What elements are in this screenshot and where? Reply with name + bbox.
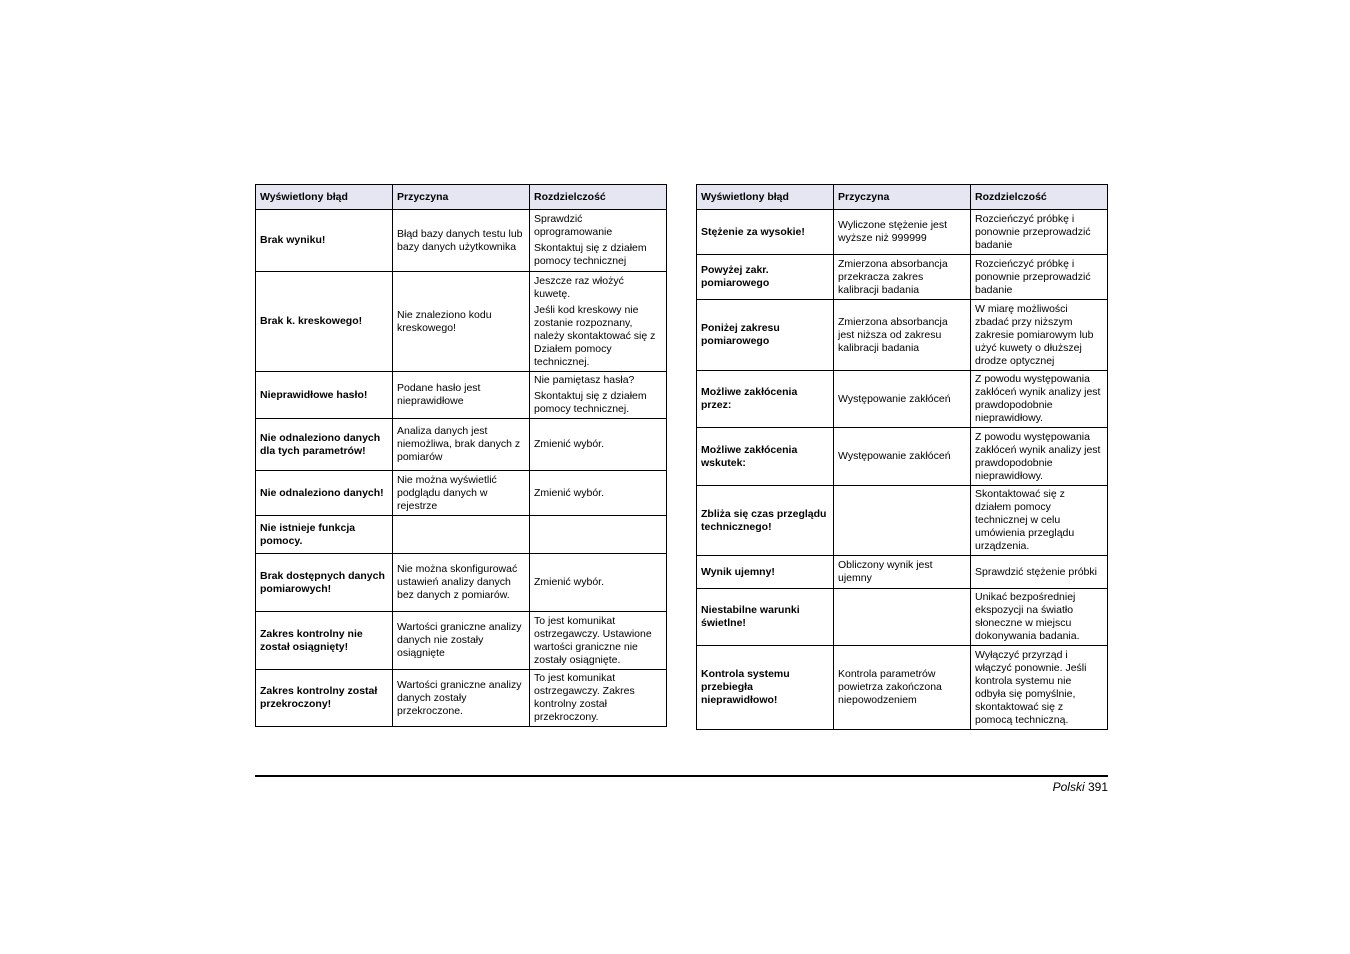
solution-cell: [530, 516, 667, 554]
solution-text: To jest komunikat ostrzegawczy. Ustawione wartości graniczne nie zostały osiągnięte.: [534, 614, 652, 666]
page-number: 391: [1087, 780, 1108, 794]
error-cell: Brak k. kreskowego!: [256, 272, 393, 372]
table-row: [697, 371, 1108, 428]
solution-cell: [530, 419, 667, 471]
error-cell: Nie odnaleziono danych dla tych parametrów!: [256, 419, 393, 471]
table-row: [697, 300, 1108, 371]
error-cell: Niestabilne warunki świetlne!: [697, 589, 834, 646]
solution-text: Sprawdzić oprogramowanie: [534, 213, 613, 238]
table-row: [256, 554, 667, 612]
solution-cell: [530, 210, 667, 272]
solution-cell: [971, 300, 1108, 371]
table-row: [256, 272, 667, 372]
solution-cell: [971, 646, 1108, 730]
header-solution: Rozdzielczość: [971, 185, 1108, 210]
solution-cell: [971, 556, 1108, 589]
cause-cell: Błąd bazy danych testu lub bazy danych użytkownika: [393, 210, 530, 272]
error-cell: Nieprawidłowe hasło!: [256, 372, 393, 419]
solution-text: Skontaktuj się z działem pomocy technicznej: [534, 242, 647, 267]
solution-text: W miarę możliwości zbadać przy niższym zakresie pomiarowym lub użyć kuwety o dłuższej drodze optycznej: [975, 302, 1094, 367]
header-solution: Rozdzielczość: [530, 185, 667, 210]
solution-text: Sprawdzić stężenie próbki: [975, 565, 1097, 578]
cause-cell: Nie znaleziono kodu kreskowego!: [393, 272, 530, 372]
footer-divider: [255, 775, 1108, 777]
cause-cell: Nie można skonfigurować ustawień analizy danych bez danych z pomiarów.: [393, 554, 530, 612]
table-row: [256, 670, 667, 727]
error-cell: Możliwe zakłócenia wskutek:: [697, 428, 834, 486]
page-footer: [1053, 780, 1108, 794]
cause-cell: [393, 516, 530, 554]
error-cell: Powyżej zakr. pomiarowego: [697, 255, 834, 300]
solution-text: Rozcieńczyć próbkę i ponownie przeprowadzić badanie: [975, 212, 1091, 251]
solution-cell: [971, 589, 1108, 646]
header-cause: Przyczyna: [393, 185, 530, 210]
error-cell: Nie istnieje funkcja pomocy.: [256, 516, 393, 554]
solution-cell: [530, 554, 667, 612]
error-cell: Zakres kontrolny został przekroczony!: [256, 670, 393, 727]
table-row: [256, 210, 667, 272]
table-row: [697, 589, 1108, 646]
solution-text: Rozcieńczyć próbkę i ponownie przeprowadzić badanie: [975, 257, 1091, 296]
cause-cell: Wyliczone stężenie jest wyższe niż 999999: [834, 210, 971, 255]
error-cell: Poniżej zakresu pomiarowego: [697, 300, 834, 371]
table-row: [697, 486, 1108, 556]
error-table-right: [696, 184, 1108, 730]
solution-text: Unikać bezpośredniej ekspozycji na światło słoneczne w miejscu dokonywania badania.: [975, 591, 1080, 642]
solution-cell: [971, 371, 1108, 428]
solution-text: Wyłączyć przyrząd i włączyć ponownie. Jeśli kontrola systemu nie odbyła się pomyślnie, skontaktować się z pomocą techniczną.: [975, 648, 1087, 726]
solution-text: Zmienić wybór.: [534, 486, 605, 499]
error-cell: Zbliża się czas przeglądu technicznego!: [697, 486, 834, 556]
header-error: Wyświetlony błąd: [697, 185, 834, 210]
cause-cell: Analiza danych jest niemożliwa, brak danych z pomiarów: [393, 419, 530, 471]
solution-cell: [530, 670, 667, 727]
footer-language: Polski: [1052, 780, 1085, 794]
solution-cell: [530, 471, 667, 516]
table-header-row: [697, 185, 1108, 210]
cause-cell: Kontrola parametrów powietrza zakończona niepowodzeniem: [834, 646, 971, 730]
cause-cell: Występowanie zakłóceń: [834, 371, 971, 428]
error-cell: Brak wyniku!: [256, 210, 393, 272]
cause-cell: Podane hasło jest nieprawidłowe: [393, 372, 530, 419]
solution-cell: [530, 372, 667, 419]
cause-cell: [834, 589, 971, 646]
header-error: Wyświetlony błąd: [256, 185, 393, 210]
solution-text: Zmienić wybór.: [534, 576, 605, 588]
cause-cell: Zmierzona absorbancja jest niższa od zakresu kalibracji badania: [834, 300, 971, 371]
table-row: [256, 419, 667, 471]
table-row: [697, 428, 1108, 486]
error-table-left: [255, 184, 667, 727]
solution-text: Z powodu występowania zakłóceń wynik analizy jest prawdopodobnie nieprawidłowy.: [975, 373, 1101, 424]
error-cell: Wynik ujemny!: [697, 556, 834, 589]
table-row: [256, 516, 667, 554]
cause-cell: Wartości graniczne analizy danych zostały przekroczone.: [393, 670, 530, 727]
solution-text: Zmienić wybór.: [534, 438, 605, 450]
cause-cell: Wartości graniczne analizy danych nie zostały osiągnięte: [393, 612, 530, 670]
table-row: [697, 255, 1108, 300]
solution-cell: [971, 255, 1108, 300]
cause-cell: Występowanie zakłóceń: [834, 428, 971, 486]
solution-cell: [971, 210, 1108, 255]
header-cause: Przyczyna: [834, 185, 971, 210]
solution-cell: [971, 486, 1108, 556]
cause-cell: Nie można wyświetlić podglądu danych w rejestrze: [393, 471, 530, 516]
solution-text: Z powodu występowania zakłóceń wynik analizy jest prawdopodobnie nieprawidłowy.: [975, 430, 1101, 482]
solution-text: To jest komunikat ostrzegawczy. Zakres kontrolny został przekroczony.: [534, 672, 635, 723]
cause-cell: Obliczony wynik jest ujemny: [834, 556, 971, 589]
solution-cell: [971, 428, 1108, 486]
table-header-row: [256, 185, 667, 210]
error-cell: Brak dostępnych danych pomiarowych!: [256, 554, 393, 612]
error-cell: Nie odnaleziono danych!: [256, 471, 393, 516]
solution-text: Skontaktować się z działem pomocy technicznej w celu umówienia przeglądu urządzenia.: [975, 488, 1075, 552]
error-cell: Kontrola systemu przebiegła nieprawidłowo!: [697, 646, 834, 730]
error-cell: Możliwe zakłócenia przez:: [697, 371, 834, 428]
solution-text: Skontaktuj się z działem pomocy technicznej.: [534, 390, 647, 415]
table-row: [256, 471, 667, 516]
solution-cell: [530, 272, 667, 372]
solution-text: Jeśli kod kreskowy nie zostanie rozpoznany, należy skontaktować się z Działem pomocy technicznej.: [534, 303, 656, 368]
error-cell: Stężenie za wysokie!: [697, 210, 834, 255]
cause-cell: [834, 486, 971, 556]
table-row: [697, 556, 1108, 589]
solution-text: Nie pamiętasz hasła?: [534, 374, 635, 386]
table-row: [256, 372, 667, 419]
solution-cell: [530, 612, 667, 670]
table-row: [256, 612, 667, 670]
solution-text: Jeszcze raz włożyć kuwetę.: [534, 274, 624, 300]
error-cell: Zakres kontrolny nie został osiągnięty!: [256, 612, 393, 670]
cause-cell: Zmierzona absorbancja przekracza zakres kalibracji badania: [834, 255, 971, 300]
table-row: [697, 210, 1108, 255]
table-row: [697, 646, 1108, 730]
